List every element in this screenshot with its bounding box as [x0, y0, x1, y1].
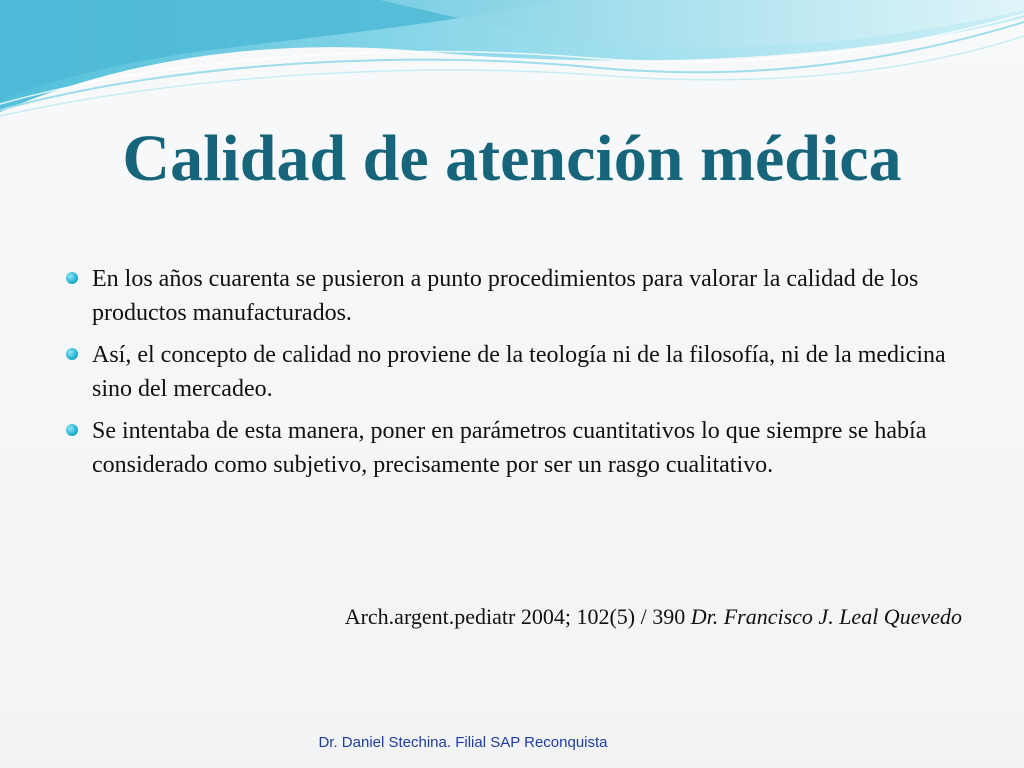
slide-title: Calidad de atención médica — [122, 122, 902, 195]
bullet-icon — [66, 348, 78, 360]
bullet-item — [60, 338, 960, 406]
bullet-list — [60, 262, 960, 490]
citation-reference: Arch.argent.pediatr 2004; 102(5) / 390 — [344, 604, 691, 629]
bullet-item — [60, 262, 960, 330]
bullet-icon — [66, 272, 78, 284]
bullet-text: En los años cuarenta se pusieron a punto procedimientos para valorar la calidad de los productos manufacturados. — [92, 266, 919, 326]
citation-author: Dr. Francisco J. Leal Quevedo — [690, 604, 962, 629]
bullet-text: Se intentaba de esta manera, poner en parámetros cuantitativos lo que siempre se había considerado como subjetivo, precisamente por ser un rasgo cualitativo. — [92, 418, 927, 478]
footer-text: Dr. Daniel Stechina. Filial SAP Reconquista — [318, 734, 608, 751]
bullet-item — [60, 414, 960, 482]
decorative-wave-header — [0, 0, 1024, 120]
citation — [345, 602, 962, 632]
bullet-icon — [66, 424, 78, 436]
bullet-text: Así, el concepto de calidad no proviene de la teología ni de la filosofía, ni de la medicina sino del mercadeo. — [92, 342, 946, 402]
